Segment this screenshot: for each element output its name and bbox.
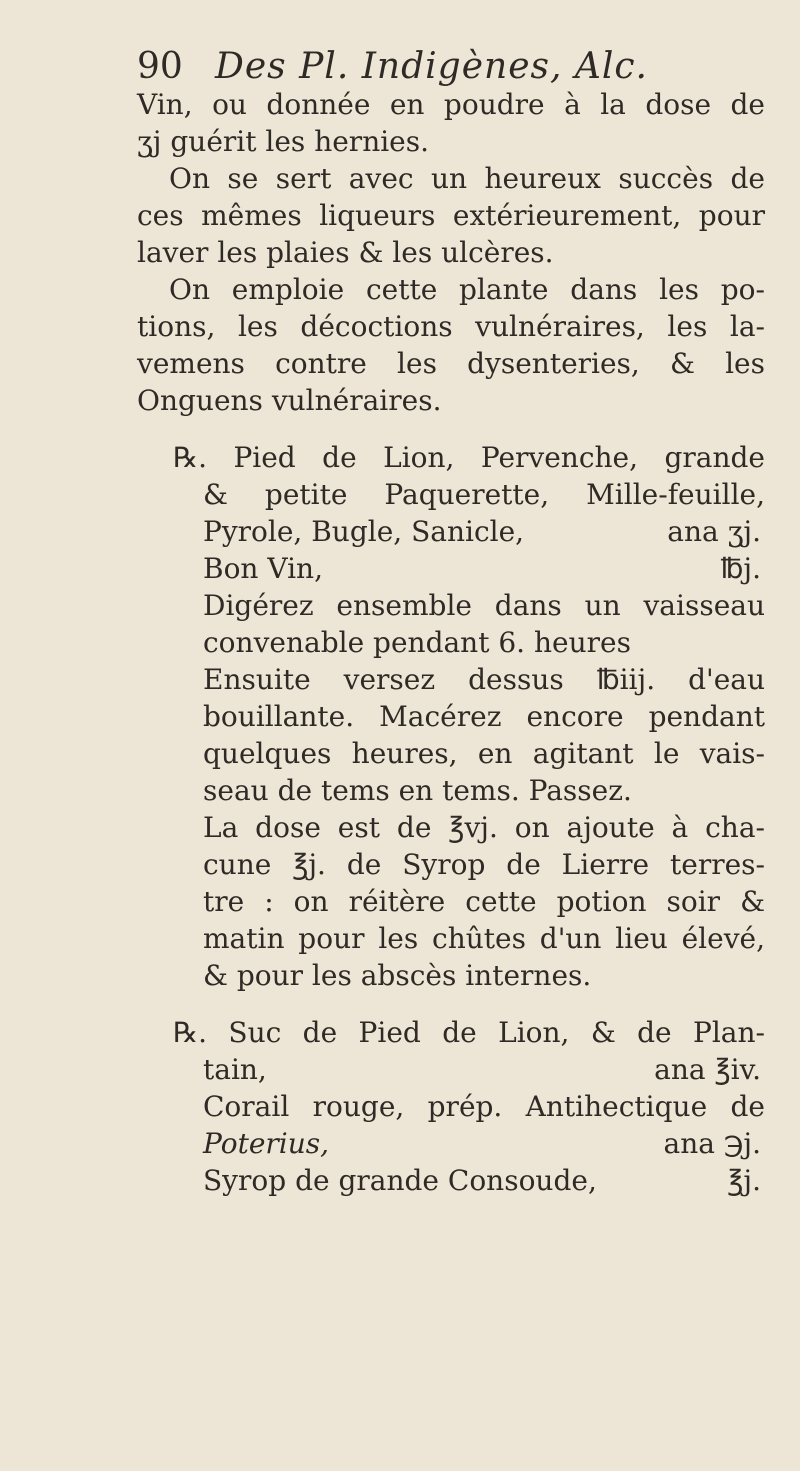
page-number: 90: [137, 46, 183, 87]
ingredient-text: Pyrole, Bugle, Sanicle,: [203, 515, 525, 548]
text-line: tions, les décoctions vulnéraires, les la-: [137, 310, 765, 343]
recipe-line: La dose est de ℥vj. on ajoute à cha-: [203, 811, 765, 844]
ingredient-text: Bon Vin,: [203, 552, 323, 585]
recipe-line: Corail rouge, prép. Antihectique de: [203, 1090, 765, 1123]
paragraph-hernies: [137, 86, 765, 160]
body-text: [137, 86, 765, 1199]
recipe-line: matin pour les chûtes d'un lieu élevé,: [203, 922, 765, 955]
author-name: Poterius,: [203, 1127, 330, 1160]
recipe-line: cune ℥j. de Syrop de Lierre terres-: [203, 848, 765, 881]
quantity: ana ℈j.: [663, 1127, 761, 1160]
recipe-line: [173, 513, 765, 550]
text-line: vemens contre les dysenteries, & les: [137, 347, 765, 380]
paragraph-potions: [137, 271, 765, 419]
recipe-line: [173, 1162, 765, 1199]
text-line: Onguens vulnéraires.: [137, 384, 442, 417]
text-line: ʒj guérit les hernies.: [137, 125, 430, 158]
recipe-line: ℞. Suc de Pied de Lion, & de Plan-: [173, 1016, 765, 1049]
running-title: Des Pl. Indigènes, Alc.: [215, 46, 648, 87]
recipe-line: ℞. Pied de Lion, Pervenche, grande: [173, 441, 765, 474]
recipe-1: [137, 439, 765, 994]
recipe-line: Ensuite versez dessus ℔iij. d'eau: [203, 663, 765, 696]
page-header: [137, 44, 757, 90]
ingredient-text: Syrop de grande Consoude,: [203, 1164, 597, 1197]
recipe-line: convenable pendant 6. heures: [203, 626, 631, 659]
quantity: ana ℥iv.: [654, 1053, 761, 1086]
quantity: ℥j.: [727, 1164, 761, 1197]
recipe-line: [173, 1051, 765, 1088]
text-line: Vin, ou donnée en poudre à la dose de: [137, 88, 765, 121]
quantity: ana ʒj.: [667, 515, 761, 548]
ingredient-text: tain,: [203, 1053, 267, 1086]
recipe-line: quelques heures, en agitant le vais-: [203, 737, 765, 770]
text-line: laver les plaies & les ulcères.: [137, 236, 554, 269]
recipe-line: Digérez ensemble dans un vaisseau: [203, 589, 765, 622]
recipe-2: [137, 1014, 765, 1199]
quantity: ℔j.: [720, 552, 761, 585]
recipe-line: [173, 1125, 765, 1162]
recipe-line: bouillante. Macérez encore pendant: [203, 700, 765, 733]
text-line: ces mêmes liqueurs extérieurement, pour: [137, 199, 765, 232]
recipe-line: [173, 550, 765, 587]
recipe-line: & petite Paquerette, Mille-feuille,: [203, 478, 765, 511]
recipe-line: seau de tems en tems. Passez.: [203, 774, 632, 807]
recipe-line: & pour les abscès internes.: [203, 959, 592, 992]
text-line: On emploie cette plante dans les po-: [169, 273, 765, 306]
text-line: On se sert avec un heureux succès de: [169, 162, 765, 195]
paragraph-external-use: [137, 160, 765, 271]
recipe-line: tre : on réitère cette potion soir &: [203, 885, 765, 918]
